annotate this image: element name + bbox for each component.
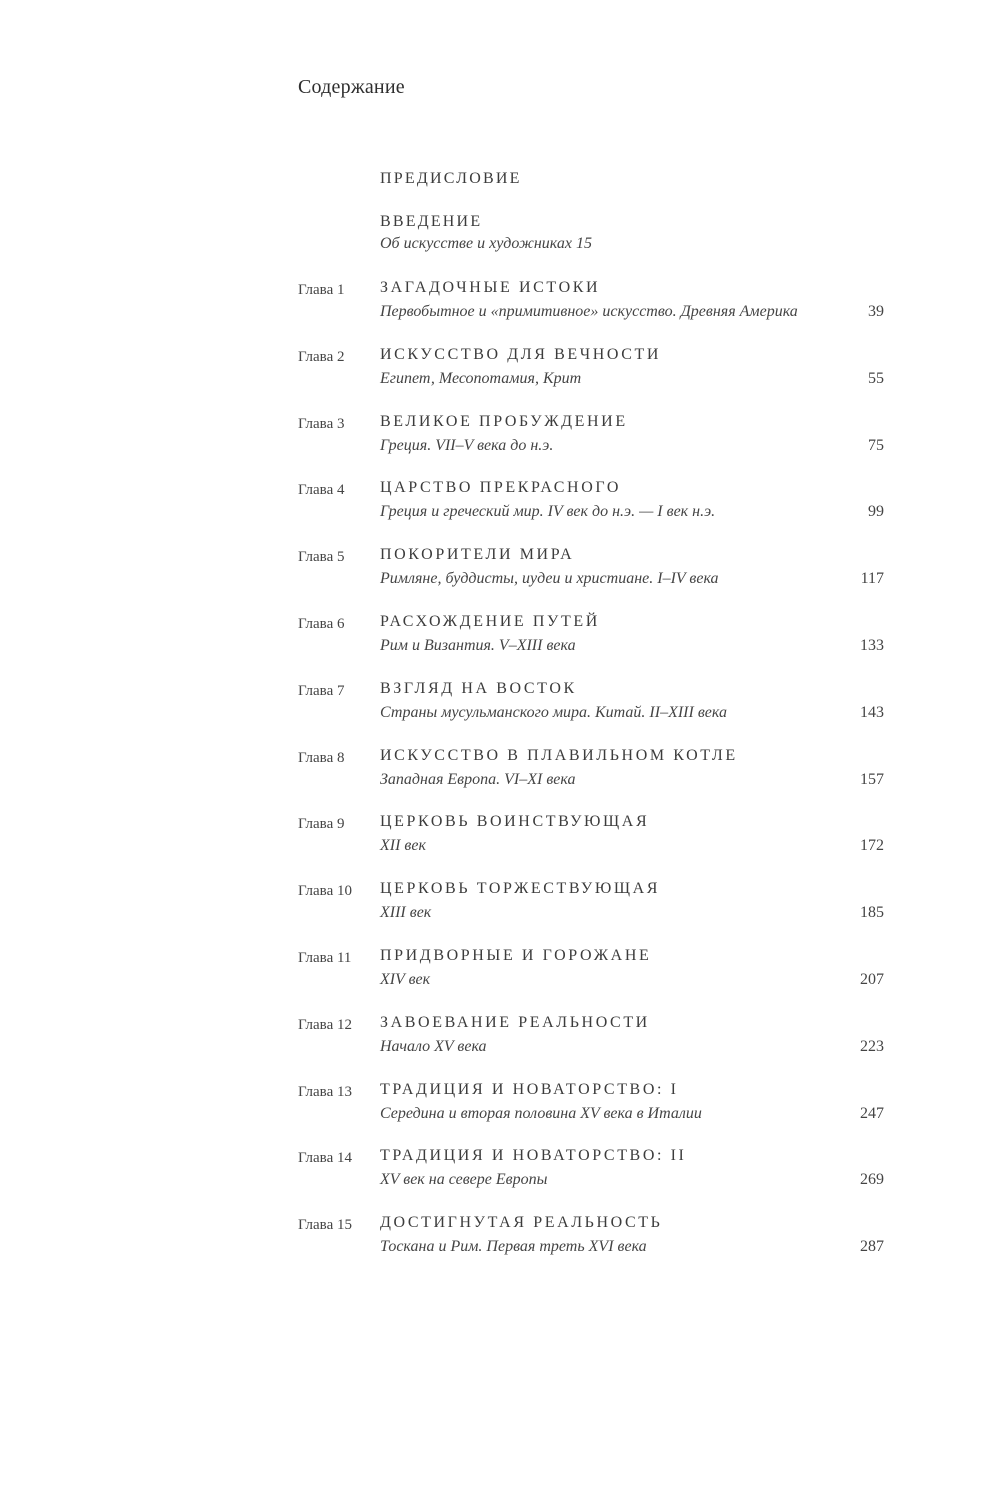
chapter-subtitle: XII век: [380, 837, 426, 855]
chapter-title: ЦАРСТВО ПРЕКРАСНОГО: [380, 479, 621, 497]
chapter-title: ВЕЛИКОЕ ПРОБУЖДЕНИЕ: [380, 412, 628, 430]
chapter-subtitle: Греция. VII–V века до н.э.: [380, 436, 554, 454]
chapter-page-number: 75: [868, 436, 884, 454]
chapter-page-number: 172: [860, 837, 884, 855]
page-title: Содержание: [298, 76, 405, 98]
chapter-entry[interactable]: [298, 546, 884, 613]
chapter-page-number: 157: [860, 770, 884, 788]
intro-title: ВВЕДЕНИЕ: [380, 213, 483, 230]
chapter-subtitle: XV век на севере Европы: [380, 1171, 548, 1189]
chapter-page-number: 185: [860, 904, 884, 922]
chapter-number: Глава 11: [298, 949, 352, 966]
chapter-subtitle: Тоскана и Рим. Первая треть XVI века: [380, 1238, 647, 1256]
chapter-number: Глава 4: [298, 482, 345, 499]
chapter-page-number: 117: [860, 570, 884, 588]
chapter-title: ЗАВОЕВАНИЕ РЕАЛЬНОСТИ: [380, 1013, 650, 1031]
chapter-title: ИСКУССТВО ДЛЯ ВЕЧНОСТИ: [380, 345, 662, 363]
chapter-page-number: 99: [868, 503, 884, 521]
chapter-subtitle: Начало XV века: [380, 1037, 487, 1055]
chapter-entry[interactable]: [298, 413, 884, 480]
chapter-subtitle: Римляне, буддисты, иудеи и христиане. I–IV века: [380, 570, 719, 588]
chapter-entry[interactable]: [298, 947, 884, 1014]
intro-subtitle: Об искусстве и художниках 15: [380, 235, 592, 252]
chapter-entry[interactable]: [298, 279, 884, 346]
chapter-title: ЦЕРКОВЬ ТОРЖЕСТВУЮЩАЯ: [380, 880, 661, 898]
chapter-subtitle: Рим и Византия. V–XIII века: [380, 636, 576, 654]
chapter-number: Глава 15: [298, 1217, 352, 1234]
chapter-number: Глава 12: [298, 1016, 352, 1033]
chapter-subtitle: XIV век: [380, 970, 431, 988]
chapter-subtitle: Египет, Месопотамия, Крит: [380, 369, 582, 387]
chapter-entry[interactable]: [298, 1014, 884, 1081]
chapter-number: Глава 5: [298, 549, 345, 566]
chapter-title: ПОКОРИТЕЛИ МИРА: [380, 546, 575, 564]
chapter-page-number: 133: [860, 636, 884, 654]
chapter-number: Глава 9: [298, 816, 345, 833]
chapter-number: Глава 7: [298, 682, 345, 699]
chapter-number: Глава 14: [298, 1150, 352, 1167]
chapter-entry[interactable]: [298, 813, 884, 880]
chapter-entry[interactable]: [298, 680, 884, 747]
chapter-list: [298, 279, 884, 1281]
chapter-number: Глава 13: [298, 1083, 352, 1100]
chapter-subtitle: Западная Европа. VI–XI века: [380, 770, 576, 788]
chapter-entry[interactable]: [298, 1214, 884, 1281]
chapter-page-number: 247: [860, 1104, 884, 1122]
chapter-subtitle: XIII век: [380, 904, 432, 922]
preface-entry[interactable]: [380, 170, 522, 188]
chapter-page-number: 39: [868, 303, 884, 320]
chapter-title: РАСХОЖДЕНИЕ ПУТЕЙ: [380, 612, 600, 630]
chapter-number: Глава 10: [298, 883, 352, 900]
chapter-title: ТРАДИЦИЯ И НОВАТОРСТВО: II: [380, 1147, 687, 1165]
chapter-entry[interactable]: [298, 747, 884, 814]
chapter-entry[interactable]: [298, 479, 884, 546]
chapter-entry[interactable]: [298, 1147, 884, 1214]
chapter-subtitle: Первобытное и «примитивное» искусство. Древняя Америка: [380, 303, 798, 320]
chapter-entry[interactable]: [298, 346, 884, 413]
preface-title: ПРЕДИСЛОВИЕ: [380, 170, 522, 187]
intro-entry[interactable]: [380, 213, 592, 253]
chapter-entry[interactable]: [298, 613, 884, 680]
chapter-title: ИСКУССТВО В ПЛАВИЛЬНОМ КОТЛЕ: [380, 746, 738, 764]
chapter-title: ЗАГАДОЧНЫЕ ИСТОКИ: [380, 279, 601, 296]
chapter-number: Глава 3: [298, 415, 345, 432]
chapter-title: ДОСТИГНУТАЯ РЕАЛЬНОСТЬ: [380, 1214, 663, 1232]
chapter-entry[interactable]: [298, 880, 884, 947]
chapter-page-number: 223: [860, 1037, 884, 1055]
chapter-page-number: 287: [860, 1238, 884, 1256]
chapter-title: ВЗГЛЯД НА ВОСТОК: [380, 679, 577, 697]
chapter-page-number: 143: [860, 703, 884, 721]
chapter-number: Глава 1: [298, 282, 345, 298]
chapter-title: ПРИДВОРНЫЕ И ГОРОЖАНЕ: [380, 946, 652, 964]
chapter-subtitle: Греция и греческий мир. IV век до н.э. — I век н.э.: [380, 503, 716, 521]
chapter-number: Глава 6: [298, 615, 345, 632]
chapter-page-number: 207: [860, 970, 884, 988]
chapter-page-number: 269: [860, 1171, 884, 1189]
chapter-number: Глава 2: [298, 348, 345, 365]
chapter-entry[interactable]: [298, 1081, 884, 1148]
chapter-subtitle: Середина и вторая половина XV века в Италии: [380, 1104, 702, 1122]
chapter-title: ЦЕРКОВЬ ВОИНСТВУЮЩАЯ: [380, 813, 650, 831]
chapter-title: ТРАДИЦИЯ И НОВАТОРСТВО: I: [380, 1080, 679, 1098]
chapter-number: Глава 8: [298, 749, 345, 766]
chapter-page-number: 55: [868, 369, 884, 387]
chapter-subtitle: Страны мусульманского мира. Китай. II–XIII века: [380, 703, 727, 721]
